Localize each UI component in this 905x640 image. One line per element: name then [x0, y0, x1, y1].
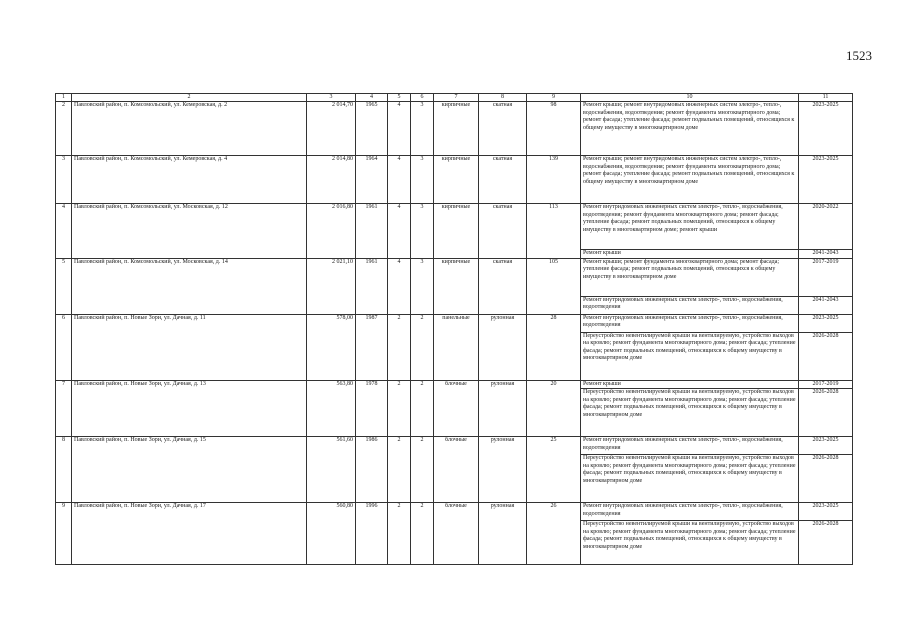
header-cell: 6 — [411, 94, 434, 102]
header-cell: 8 — [479, 94, 527, 102]
area-cell: 560,80 — [307, 503, 356, 565]
apartments-cell: 28 — [527, 314, 581, 380]
apartments-cell: 20 — [527, 380, 581, 437]
row-number: 3 — [56, 156, 72, 204]
row-number: 5 — [56, 258, 72, 314]
year-cell: 1986 — [356, 437, 388, 503]
work-types-cell: Ремонт крыши — [581, 250, 799, 259]
roof-type-cell: скатная — [479, 102, 527, 156]
table-row — [56, 258, 853, 296]
row-number: 2 — [56, 102, 72, 156]
row-number: 7 — [56, 380, 72, 437]
apartments-cell: 26 — [527, 503, 581, 565]
header-cell: 11 — [799, 94, 853, 102]
apartments-cell: 105 — [527, 258, 581, 314]
work-types-cell: Переустройство невентилируемой крыши на вентилируемую, устройство выходов на кровлю; ремонт фундамента многоквартирного дома; ремонт фасада; утепление фасада; ремонт подвальных помещений, относящихся к общему имуществу в многоквартирном доме — [581, 455, 799, 503]
header-cell: 9 — [527, 94, 581, 102]
period-cell: 2023-2025 — [799, 156, 853, 204]
year-cell: 1996 — [356, 503, 388, 565]
table-row — [56, 314, 853, 332]
header-cell: 1 — [56, 94, 72, 102]
period-cell: 2026-2028 — [799, 455, 853, 503]
entrances-cell: 3 — [411, 204, 434, 259]
roof-type-cell: скатная — [479, 258, 527, 314]
roof-type-cell: рулонная — [479, 380, 527, 437]
floors-cell: 2 — [388, 437, 411, 503]
floors-cell: 2 — [388, 503, 411, 565]
address-cell: Павловский район, п. Комсомольский, ул. Московская, д. 12 — [72, 204, 307, 259]
table-row — [56, 102, 853, 156]
roof-type-cell: рулонная — [479, 314, 527, 380]
page-number: 1523 — [846, 48, 872, 63]
work-types-cell: Ремонт внутридомовых инженерных систем электро-, тепло-, водоснабжения, водоотведения — [581, 503, 799, 521]
entrances-cell: 2 — [411, 437, 434, 503]
work-types-cell: Переустройство невентилируемой крыши на вентилируемую, устройство выходов на кровлю; ремонт фундамента многоквартирного дома; ремонт фасада; утепление фасада; ремонт подвальных помещений, относящихся к общему имуществу в многоквартирном доме — [581, 521, 799, 565]
area-cell: 2 016,80 — [307, 204, 356, 259]
year-cell: 1965 — [356, 102, 388, 156]
address-cell: Павловский район, п. Новые Зори, ул. Дачная, д. 13 — [72, 380, 307, 437]
entrances-cell: 3 — [411, 258, 434, 314]
period-cell: 2017-2019 — [799, 380, 853, 389]
header-cell: 4 — [356, 94, 388, 102]
wall-material-cell: панельные — [434, 314, 479, 380]
row-number: 9 — [56, 503, 72, 565]
wall-material-cell: кирпичные — [434, 258, 479, 314]
table-row — [56, 204, 853, 250]
address-cell: Павловский район, п. Комсомольский, ул. Кемеровская, д. 2 — [72, 102, 307, 156]
area-cell: 2 014,80 — [307, 156, 356, 204]
address-cell: Павловский район, п. Новые Зори, ул. Дачная, д. 11 — [72, 314, 307, 380]
floors-cell: 2 — [388, 314, 411, 380]
area-cell: 578,00 — [307, 314, 356, 380]
housing-register-table — [55, 93, 853, 565]
header-cell: 10 — [581, 94, 799, 102]
header-cell: 7 — [434, 94, 479, 102]
area-cell: 563,80 — [307, 380, 356, 437]
floors-cell: 4 — [388, 102, 411, 156]
floors-cell: 4 — [388, 204, 411, 259]
header-cell: 2 — [72, 94, 307, 102]
wall-material-cell: блочные — [434, 437, 479, 503]
table-row — [56, 437, 853, 455]
year-cell: 1978 — [356, 380, 388, 437]
work-types-cell: Ремонт внутридомовых инженерных систем электро-, тепло-, водоснабжения, водоотведения; ремонт фундамента многоквартирного дома; ремонт фасада; утепление фасада; ремонт подвальных помещений, относящихся к общему имуществу в многоквартирном доме; ремонт крыши — [581, 204, 799, 250]
period-cell: 2041-2043 — [799, 296, 853, 314]
roof-type-cell: скатная — [479, 204, 527, 259]
floors-cell: 4 — [388, 156, 411, 204]
row-number: 4 — [56, 204, 72, 259]
period-cell: 2023-2025 — [799, 102, 853, 156]
wall-material-cell: блочные — [434, 503, 479, 565]
work-types-cell: Ремонт внутридомовых инженерных систем электро-, тепло-, водоснабжения, водоотведения — [581, 296, 799, 314]
work-types-cell: Ремонт крыши; ремонт фундамента многоквартирного дома; ремонт фасада; утепление фасада; ремонт подвальных помещений, относящихся к общему имуществу в многоквартирном доме — [581, 258, 799, 296]
work-types-cell: Ремонт крыши; ремонт внутридомовых инженерных систем электро-, тепло-, водоснабжения, водоотведения; ремонт фундамента многоквартирного дома; ремонт фасада; утепление фасада; ремонт подвальных помещений, относящихся к общему имуществу в многоквартирном доме — [581, 102, 799, 156]
period-cell: 2017-2019 — [799, 258, 853, 296]
work-types-cell: Переустройство невентилируемой крыши на вентилируемую, устройство выходов на кровлю; ремонт фундамента многоквартирного дома; ремонт фасада; утепление фасада; ремонт подвальных помещений, относящихся к общему имуществу в многоквартирном доме — [581, 389, 799, 437]
area-cell: 2 021,10 — [307, 258, 356, 314]
entrances-cell: 2 — [411, 503, 434, 565]
row-number: 8 — [56, 437, 72, 503]
period-cell: 2026-2028 — [799, 389, 853, 437]
apartments-cell: 98 — [527, 102, 581, 156]
table-row — [56, 503, 853, 521]
entrances-cell: 3 — [411, 102, 434, 156]
period-cell: 2026-2028 — [799, 521, 853, 565]
work-types-cell: Ремонт внутридомовых инженерных систем электро-, тепло-, водоснабжения, водоотведения — [581, 437, 799, 455]
work-types-cell: Переустройство невентилируемой крыши на вентилируемую, устройство выходов на кровлю; ремонт фундамента многоквартирного дома; ремонт фасада; утепление фасада; ремонт подвальных помещений, относящихся к общему имуществу в многоквартирном доме — [581, 332, 799, 380]
address-cell: Павловский район, п. Комсомольский, ул. Кемеровская, д. 4 — [72, 156, 307, 204]
period-cell: 2023-2025 — [799, 437, 853, 455]
area-cell: 2 014,70 — [307, 102, 356, 156]
year-cell: 1964 — [356, 156, 388, 204]
year-cell: 1961 — [356, 258, 388, 314]
work-types-cell: Ремонт внутридомовых инженерных систем электро-, тепло-, водоснабжения, водоотведения — [581, 314, 799, 332]
entrances-cell: 2 — [411, 380, 434, 437]
work-types-cell: Ремонт крыши; ремонт внутридомовых инженерных систем электро-, тепло-, водоснабжения, водоотведения; ремонт фундамента многоквартирного дома; ремонт фасада; утепление фасада; ремонт подвальных помещений, относящихся к общему имуществу в многоквартирном доме — [581, 156, 799, 204]
floors-cell: 4 — [388, 258, 411, 314]
period-cell: 2023-2025 — [799, 503, 853, 521]
header-row — [56, 94, 853, 102]
address-cell: Павловский район, п. Новые Зори, ул. Дачная, д. 15 — [72, 437, 307, 503]
apartments-cell: 25 — [527, 437, 581, 503]
roof-type-cell: рулонная — [479, 437, 527, 503]
entrances-cell: 3 — [411, 156, 434, 204]
apartments-cell: 139 — [527, 156, 581, 204]
wall-material-cell: кирпичные — [434, 102, 479, 156]
area-cell: 561,60 — [307, 437, 356, 503]
period-cell: 2026-2028 — [799, 332, 853, 380]
roof-type-cell: рулонная — [479, 503, 527, 565]
table-row — [56, 380, 853, 389]
header-cell: 3 — [307, 94, 356, 102]
row-number: 6 — [56, 314, 72, 380]
address-cell: Павловский район, п. Новые Зори, ул. Дачная, д. 17 — [72, 503, 307, 565]
roof-type-cell: скатная — [479, 156, 527, 204]
header-cell: 5 — [388, 94, 411, 102]
floors-cell: 2 — [388, 380, 411, 437]
address-cell: Павловский район, п. Комсомольский, ул. Московская, д. 14 — [72, 258, 307, 314]
table-row — [56, 156, 853, 204]
period-cell: 2041-2043 — [799, 250, 853, 259]
wall-material-cell: кирпичные — [434, 204, 479, 259]
entrances-cell: 2 — [411, 314, 434, 380]
year-cell: 1987 — [356, 314, 388, 380]
work-types-cell: Ремонт крыши — [581, 380, 799, 389]
wall-material-cell: блочные — [434, 380, 479, 437]
wall-material-cell: кирпичные — [434, 156, 479, 204]
apartments-cell: 113 — [527, 204, 581, 259]
year-cell: 1961 — [356, 204, 388, 259]
period-cell: 2020-2022 — [799, 204, 853, 250]
period-cell: 2023-2025 — [799, 314, 853, 332]
